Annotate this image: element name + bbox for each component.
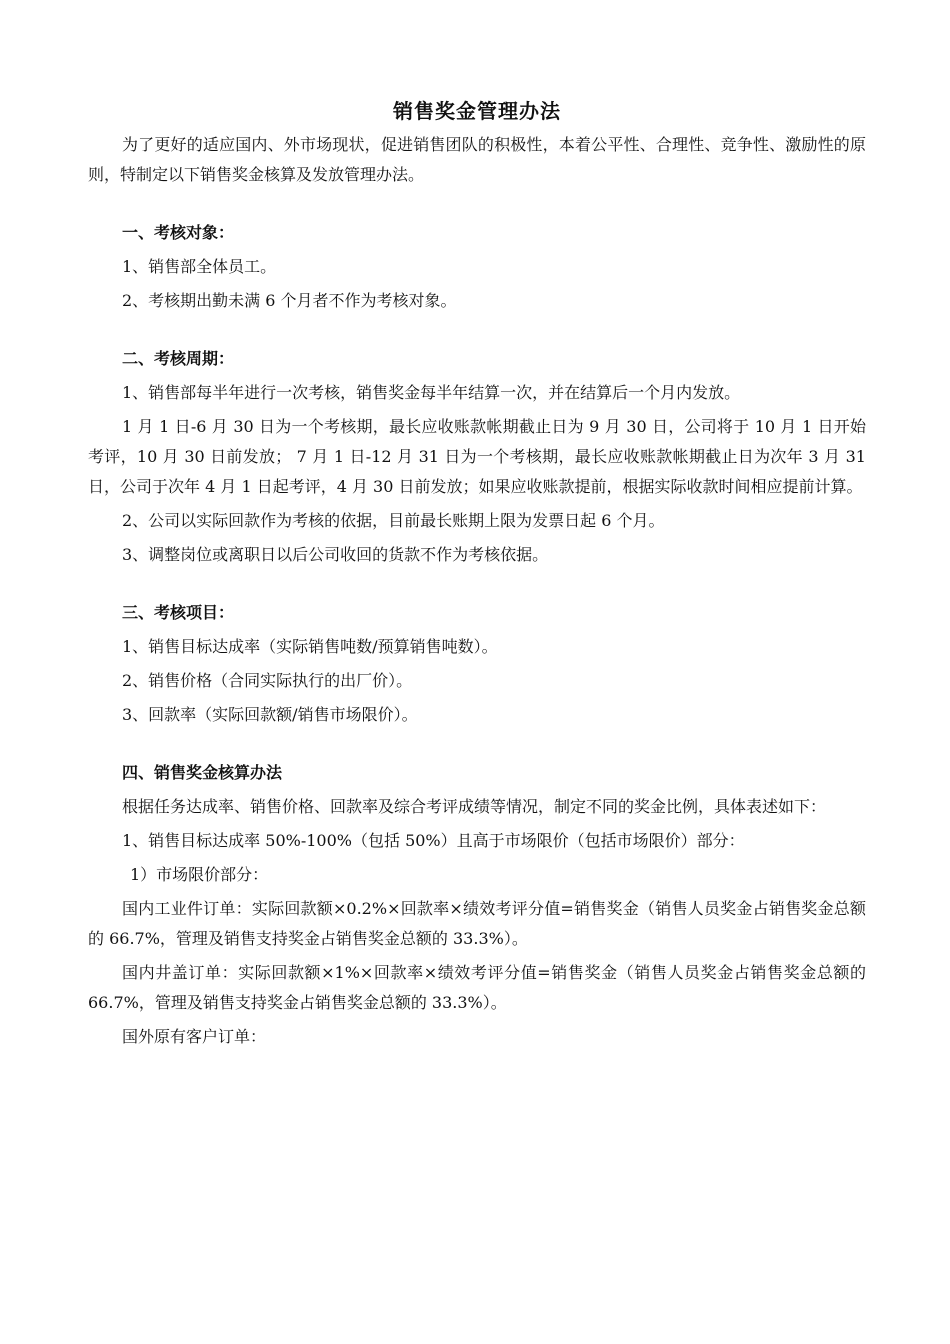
section-2-heading: 二、考核周期： [122, 349, 235, 368]
section-1-item-1: 1、销售部全体员工。 [122, 257, 277, 276]
section-4-item-1: 1、销售目标达成率 50%-100%（包括 50%）且高于市场限价（包括市场限价）部分： [122, 831, 745, 850]
intro-paragraph: 为了更好的适应国内、外市场现状，促进销售团队的积极性，本着公平性、合理性、竞争性、激励性的原则，特制定以下销售奖金核算及发放管理办法。 [88, 135, 866, 184]
section-4-intro-paragraph: 根据任务达成率、销售价格、回款率及综合考评成绩等情况，制定不同的奖金比例，具体表述如下： [122, 797, 827, 816]
document-title: 销售奖金管理办法 [393, 99, 561, 123]
section-4-heading: 四、销售奖金核算办法 [122, 763, 283, 782]
section-3-heading: 三、考核项目： [122, 603, 235, 622]
section-1-heading: 一、考核对象： [122, 223, 235, 242]
section-4-subitem-1: 1）市场限价部分： [130, 865, 269, 884]
document-page [88, 96, 866, 1052]
section-3-item-1: 1、销售目标达成率（实际销售吨数/预算销售吨数）。 [122, 637, 498, 656]
section-2-item-2: 2、公司以实际回款作为考核的依据，目前最长账期上限为发票日起 6 个月。 [122, 511, 665, 530]
foreign-existing-customer-order: 国外原有客户订单： [122, 1027, 267, 1046]
section-3-item-3: 3、回款率（实际回款额/销售市场限价）。 [122, 705, 418, 724]
section-2-item-3: 3、调整岗位或离职日以后公司收回的货款不作为考核依据。 [122, 545, 549, 564]
section-2-item-1: 1、销售部每半年进行一次考核，销售奖金每半年结算一次，并在结算后一个月内发放。 [122, 383, 741, 402]
section-1-item-2: 2、考核期出勤未满 6 个月者不作为考核对象。 [122, 291, 457, 310]
section-3-item-2: 2、销售价格（合同实际执行的出厂价）。 [122, 671, 413, 690]
section-2-period-paragraph: 1 月 1 日-6 月 30 日为一个考核期，最长应收账款帐期截止日为 9 月 30 日，公司将于 10 月 1 日开始考评，10 月 30 日前发放； 7 月 1 日-12 月 31 日为一个考核期，最长应收账款帐期截止日为次年 3 月 31 日，公司于次年 4 月 1 日起考评，4 月 30 日前发放；如果应收账款提前，根据实际收款时间相应提前计算。 [88, 417, 866, 496]
domestic-manhole-order-paragraph: 国内井盖订单：实际回款额×1%×回款率×绩效考评分值=销售奖金（销售人员奖金占销售奖金总额的 66.7%，管理及销售支持奖金占销售奖金总额的 33.3%）。 [88, 963, 866, 1012]
domestic-industrial-order-paragraph: 国内工业件订单：实际回款额×0.2%×回款率×绩效考评分值=销售奖金（销售人员奖金占销售奖金总额的 66.7%，管理及销售支持奖金占销售奖金总额的 33.3%）。 [88, 899, 866, 948]
